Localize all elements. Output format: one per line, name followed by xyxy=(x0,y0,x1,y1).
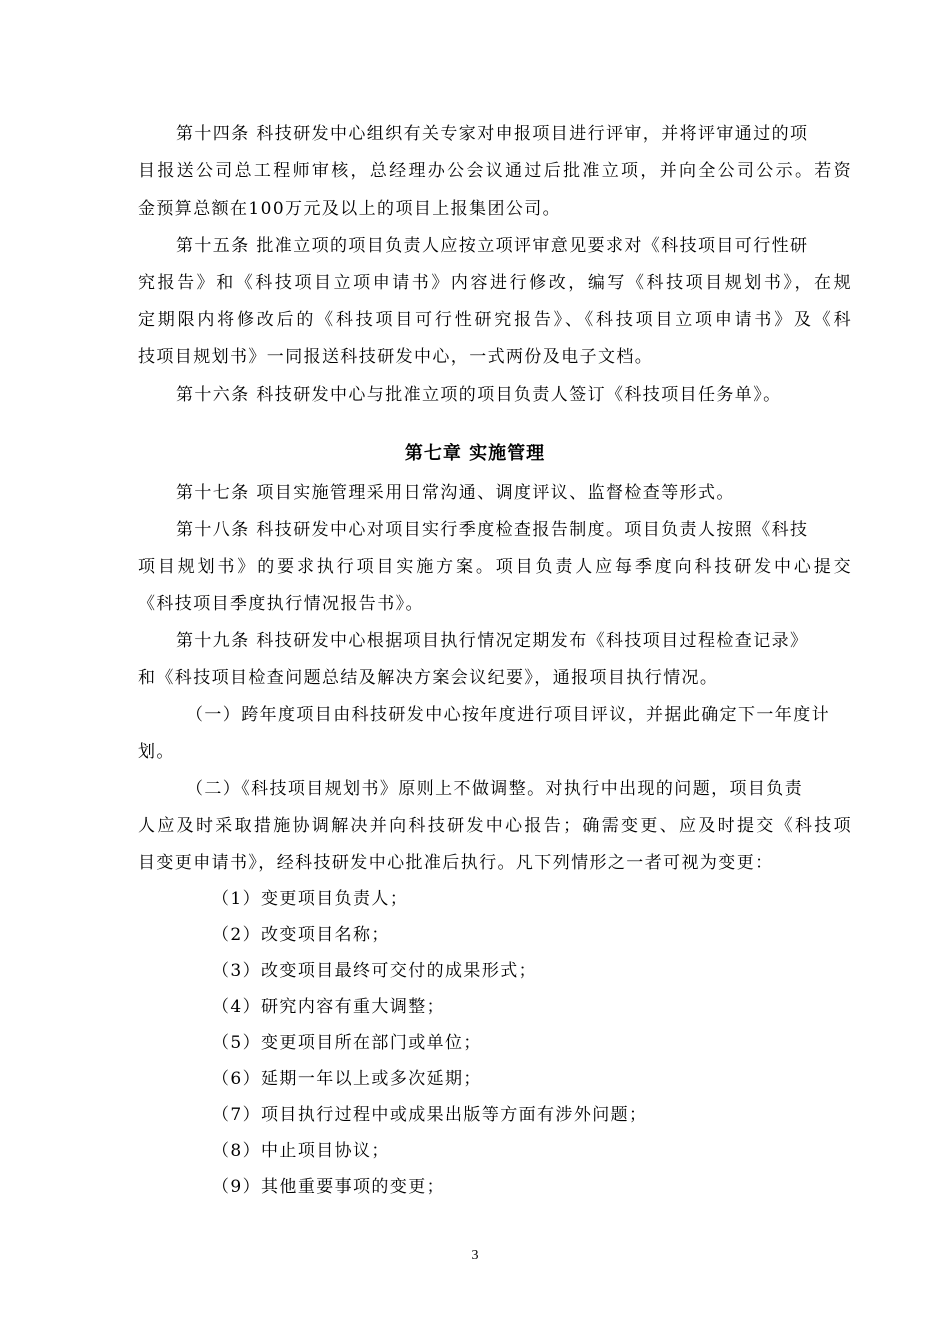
chapter-7-heading: 第七章 实施管理 xyxy=(404,443,546,464)
article-16-line-1: 第十六条 科技研发中心与批准立项的项目负责人签订《科技项目任务单》。 xyxy=(176,385,782,405)
article-19-line-2: 和《科技项目检查问题总结及解决方案会议纪要》，通报项目执行情况。 xyxy=(138,668,719,688)
article-19-line-1: 第十九条 科技研发中心根据项目执行情况定期发布《科技项目过程检查记录》 xyxy=(176,631,809,651)
list-item: （4）研究内容有重大调整； xyxy=(212,997,446,1017)
article-18-line-3: 《科技项目季度执行情况报告书》。 xyxy=(138,594,424,614)
list-item: （8）中止项目协议； xyxy=(212,1141,390,1161)
page-number: 3 xyxy=(471,1248,479,1263)
clause-1-line-1: （一）跨年度项目由科技研发中心按年度进行项目评议，并据此确定下一年度计 xyxy=(186,705,830,725)
list-item: （9）其他重要事项的变更； xyxy=(212,1177,446,1197)
list-item: （5）变更项目所在部门或单位； xyxy=(212,1033,482,1053)
article-18-line-2: 项目规划书》的要求执行项目实施方案。项目负责人应每季度向科技研发中心提交 xyxy=(138,557,852,577)
clause-2-line-2: 人应及时采取措施协调解决并向科技研发中心报告；确需变更、应及时提交《科技项 xyxy=(138,816,852,836)
article-17-line-1: 第十七条 项目实施管理采用日常沟通、调度评议、监督检查等形式。 xyxy=(176,483,735,503)
article-14-line-2: 目报送公司总工程师审核，总经理办公会议通过后批准立项，并向全公司公示。若资 xyxy=(138,161,852,181)
article-18-line-1: 第十八条 科技研发中心对项目实行季度检查报告制度。项目负责人按照《科技 xyxy=(176,520,809,540)
article-14-line-3: 金预算总额在100万元及以上的项目上报集团公司。 xyxy=(138,199,562,219)
list-item: （1）变更项目负责人； xyxy=(212,889,409,909)
clause-2-line-3: 目变更申请书》，经科技研发中心批准后执行。凡下列情形之一者可视为变更： xyxy=(138,853,774,873)
list-item: （6）延期一年以上或多次延期； xyxy=(212,1069,482,1089)
article-15-line-4: 技项目规划书》一同报送科技研发中心，一式两份及电子文档。 xyxy=(138,347,654,367)
article-14-line-1: 第十四条 科技研发中心组织有关专家对申报项目进行评审，并将评审通过的项 xyxy=(176,124,809,144)
list-item: （3）改变项目最终可交付的成果形式； xyxy=(212,961,538,981)
clause-1-line-2: 划。 xyxy=(138,742,175,762)
list-item: （7）项目执行过程中或成果出版等方面有涉外问题； xyxy=(212,1105,648,1125)
clause-2-line-1: （二）《科技项目规划书》原则上不做调整。对执行中出现的问题，项目负责 xyxy=(186,779,804,799)
article-15-line-3: 定期限内将修改后的《科技项目可行性研究报告》、《科技项目立项申请书》及《科 xyxy=(138,310,852,330)
list-item: （2）改变项目名称； xyxy=(212,925,390,945)
article-15-line-1: 第十五条 批准立项的项目负责人应按立项评审意见要求对《科技项目可行性研 xyxy=(176,236,809,256)
article-15-line-2: 究报告》和《科技项目立项申请书》内容进行修改，编写《科技项目规划书》，在规 xyxy=(138,273,852,293)
